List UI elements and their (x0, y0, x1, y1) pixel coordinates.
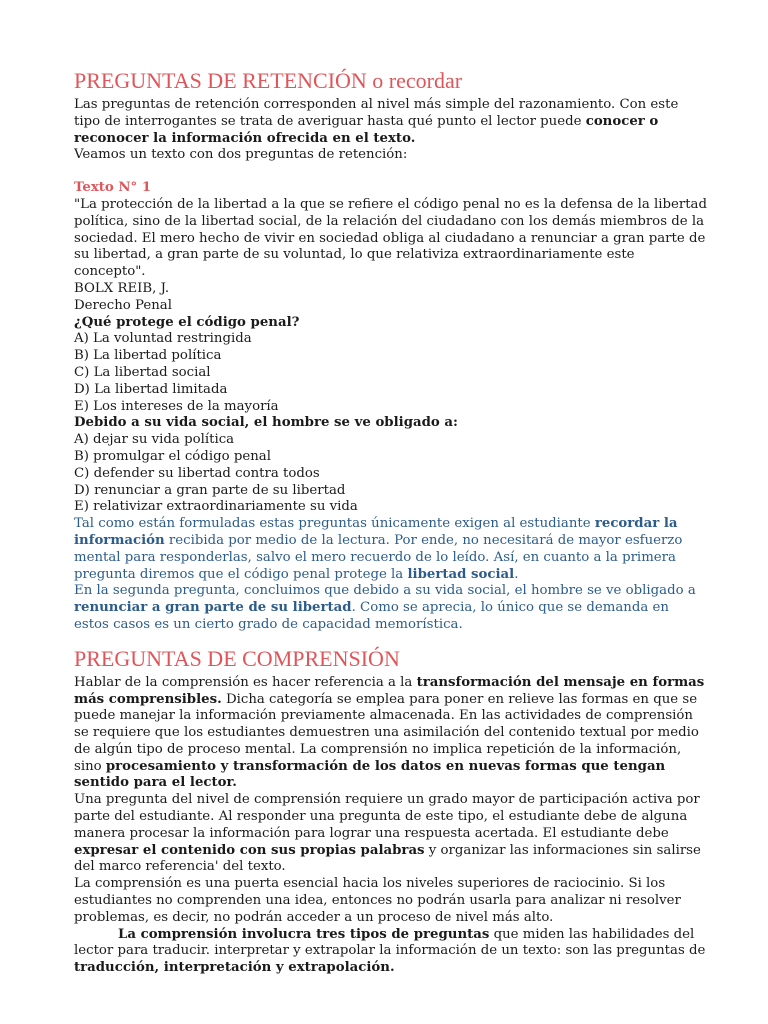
p2-bold-b: expresar el contenido con sus propias palabras (74, 842, 425, 858)
comprension-paragraph-2 (74, 792, 708, 876)
comprension-paragraph-4 (74, 927, 708, 977)
explanation-paragraph-1 (74, 516, 708, 583)
q2-option-c: C) defender su libertad contra todos (74, 465, 320, 481)
q2-option-d: D) renunciar a gran parte de su libertad (74, 482, 346, 498)
q2-option-a: A) dejar su vida política (74, 432, 235, 448)
p2-text-c: y organizar las informaciones sin salirse del marco referencia' del texto. (74, 842, 701, 875)
p2-text-a: Una pregunta del nivel de comprensión requiere un grado mayor de participación activa por parte del estudiante. Al responder una pregunta de este tipo, el estudiante debe de alguna manera procesar la información para lograr una respuesta acertada. El estudiante debe (74, 792, 700, 841)
spacer (74, 164, 708, 180)
expl2-bold-b: renunciar a gran parte de su libertad (74, 600, 352, 616)
expl1-text-c: recibida por medio de la lectura. Por ende, no necesitará de mayor esfuerzo mental para responderlas, salvo el mero recuerdo de lo leído. Así, en cuanto a la primera pregunta diremos que el código penal protege la (74, 532, 683, 582)
q2-option-e: E) relativizar extraordinariamente su vida (74, 499, 358, 515)
expl1-text-a: Tal como están formuladas estas preguntas únicamente exigen al estudiante (74, 516, 595, 532)
p4-text-b: que miden las habilidades del lector para traducir. interpretar y extrapolar la información de un texto: son las preguntas de (74, 926, 706, 959)
quote-paragraph: "La protección de la libertad a la que se refiere el código penal no es la defensa de la libertad política, sino de la libertad social, de la relación del ciudadano con los demás miembros de la sociedad. El mero hecho de vivir en sociedad obliga al ciudadano a renunciar a gran parte de su libertad, a gran parte de su voluntad, lo que relativiza extraordinariamente este concepto". (74, 196, 707, 280)
expl2-text-a: En la segunda pregunta, concluimos que debido a su vida social, el hombre se ve obligado a (74, 583, 696, 599)
q1-option-c: C) La libertad social (74, 364, 211, 380)
q1-option-a: A) La voluntad restringida (74, 331, 252, 347)
question-2-text: Debido a su vida social, el hombre se ve obligado a: (74, 415, 458, 431)
section-title-comprension: PREGUNTAS DE COMPRENSIÓN (74, 645, 400, 671)
author-line: BOLX REIB, J. (74, 280, 170, 296)
intro-paragraph (74, 97, 708, 147)
expl1-bold-b: recordar la información (74, 516, 678, 548)
explanation-paragraph-2 (74, 583, 708, 633)
texto-label: Texto N° 1 (74, 180, 152, 196)
q1-option-b: B) La libertad política (74, 348, 222, 364)
book-line: Derecho Penal (74, 297, 172, 313)
p1-text-c: Dicha categoría se emplea para poner en relieve las formas en que se puede manejar la información previamente almacenada. En las actividades de comprensión se requiere que los estudiantes demuestren una asimilación del contenido textual por medio de algún tipo de proceso mental. La comprensión no implica repetición de la información, sino (74, 691, 699, 774)
p4-bold-a: La comprensión involucra tres tipos de preguntas (118, 926, 490, 942)
comprension-paragraph-1 (74, 675, 708, 793)
comprension-paragraph-3: La comprensión es una puerta esencial hacia los niveles superiores de raciocinio. Si los estudiantes no comprenden una idea, entonces no podrán usarla para analizar ni resolver problemas, es decir, no podrán acceder a un proceso de nivel más alto. (74, 876, 681, 925)
q1-option-d: D) La libertad limitada (74, 381, 228, 397)
expl2-text-c: . Como se aprecia, lo único que se demanda en estos casos es un cierto grado de capacidad memorística. (74, 600, 669, 632)
q2-option-b: B) promulgar el código penal (74, 448, 271, 464)
p1-text-a: Hablar de la comprensión es hacer referencia a la (74, 674, 417, 690)
section-title-retencion: PREGUNTAS DE RETENCIÓN o recordar (74, 68, 463, 93)
p1-bold-b: transformación del mensaje en formas más comprensibles. (74, 674, 705, 707)
expl1-bold-d: libertad social (407, 566, 515, 582)
p1-bold-d: procesamiento y transformación de los datos en nuevas formas que tengan sentido para el lector. (74, 758, 666, 791)
lead-paragraph: Veamos un texto con dos preguntas de retención: (74, 147, 408, 163)
q1-option-e: E) Los intereses de la mayoría (74, 398, 279, 414)
question-1-text: ¿Qué protege el código penal? (74, 314, 300, 330)
intro-text: Las preguntas de retención corresponden al nivel más simple del razonamiento. Con este tipo de interrogantes se trata de averiguar hasta qué punto el lector puede (74, 97, 679, 129)
question-2 (74, 415, 708, 432)
intro-bold: conocer o reconocer la información ofrecida en el texto. (74, 113, 659, 146)
p4-bold-c: traducción, interpretación y extrapolación. (74, 960, 395, 976)
question-1 (74, 315, 708, 332)
expl1-text-e: . (514, 566, 519, 582)
